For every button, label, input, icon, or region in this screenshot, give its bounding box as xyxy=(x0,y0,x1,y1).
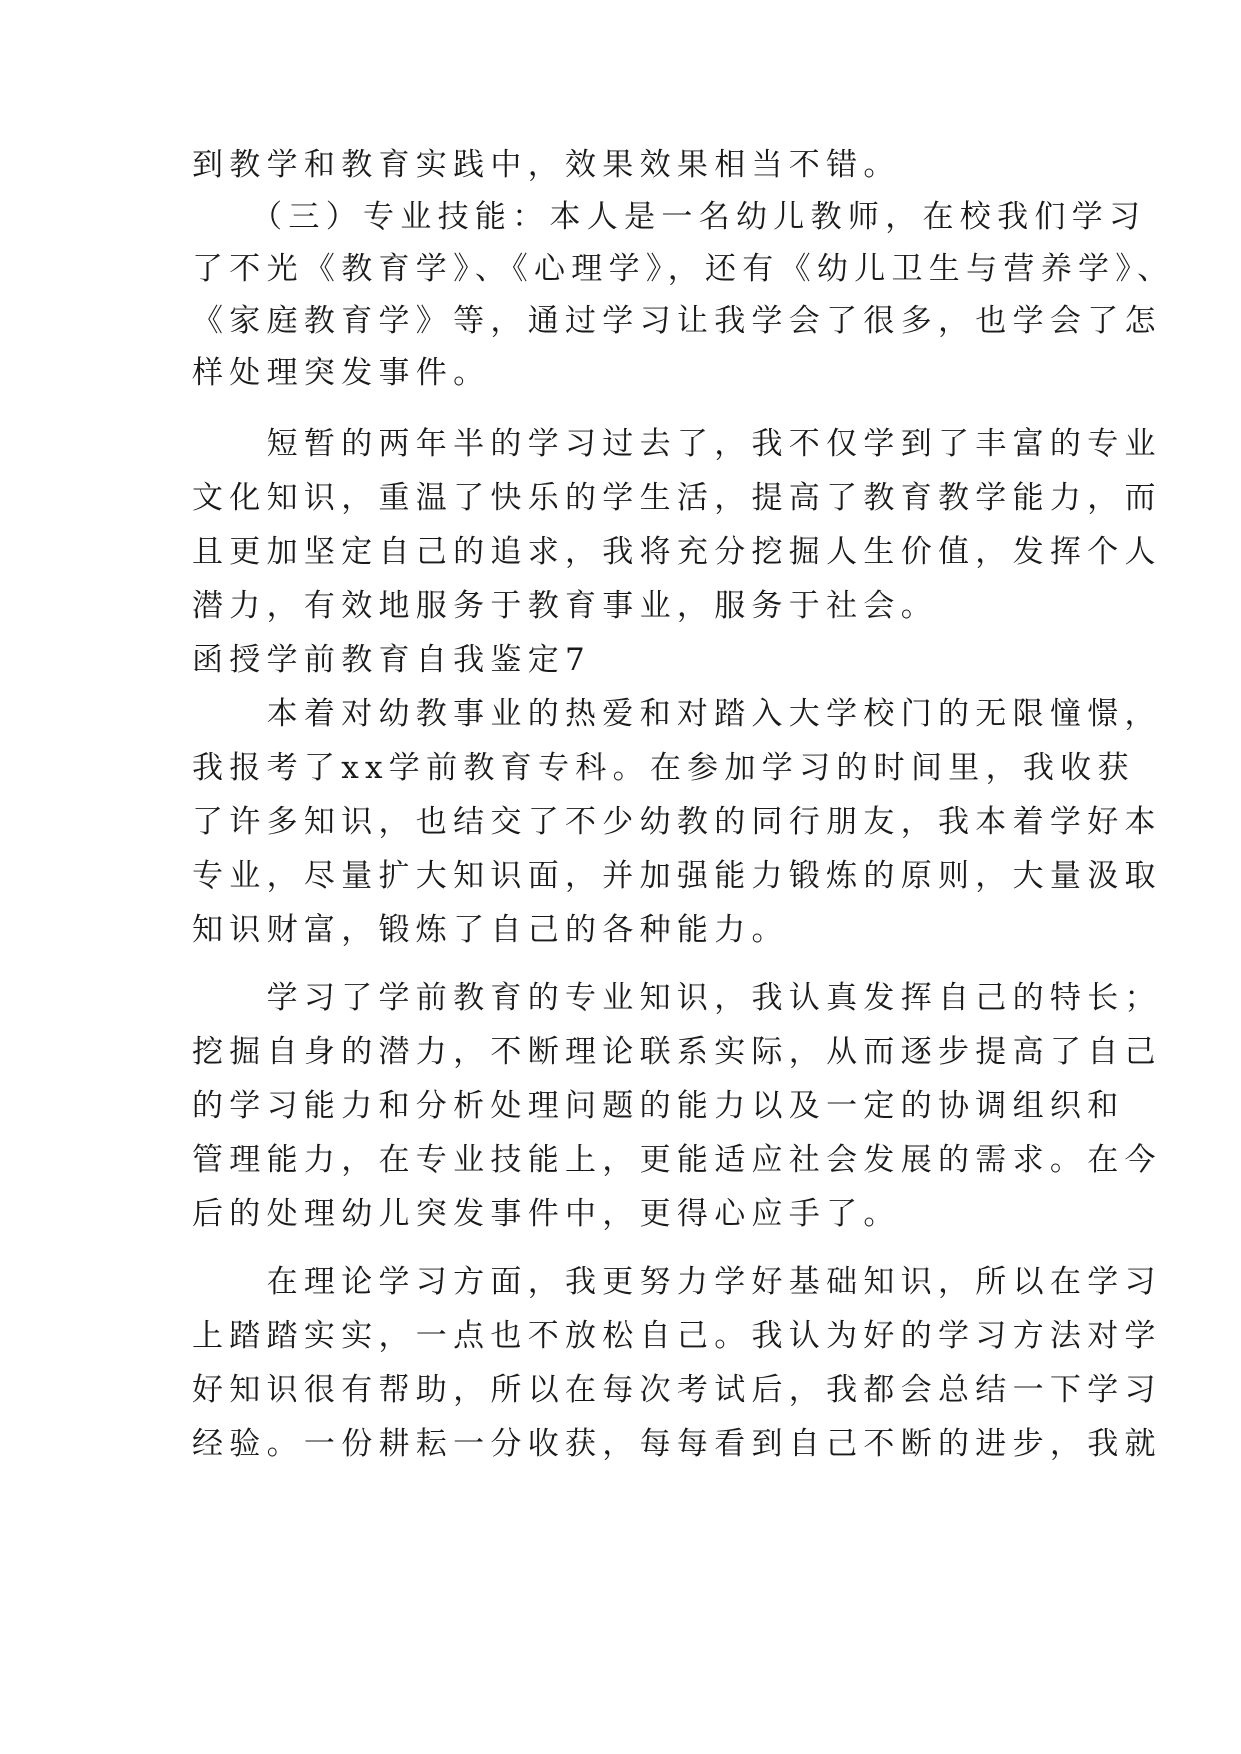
text-line: 了许多知识，也结交了不少幼教的同行朋友，我本着学好本 xyxy=(192,804,1162,840)
text-line: 样处理突发事件。 xyxy=(192,355,491,391)
text-line: 潜力，有效地服务于教育事业，服务于社会。 xyxy=(192,588,938,624)
text-line: 我报考了xx学前教育专科。在参加学习的时间里，我收获 xyxy=(192,750,1135,786)
text-line: 的学习能力和分析处理问题的能力以及一定的协调组织和 xyxy=(192,1088,1125,1124)
text-line: 上踏踏实实，一点也不放松自己。我认为好的学习方法对学 xyxy=(192,1318,1162,1354)
text-line: （三）专业技能：本人是一名幼儿教师，在校我们学习 xyxy=(192,199,1147,235)
section-heading: 函授学前教育自我鉴定7 xyxy=(192,642,592,678)
text-line: 短暂的两年半的学习过去了，我不仅学到了丰富的专业 xyxy=(192,426,1162,462)
text-line: 好知识很有帮助，所以在每次考试后，我都会总结一下学习 xyxy=(192,1372,1162,1408)
text-line: 经验。一份耕耘一分收获，每每看到自己不断的进步，我就 xyxy=(192,1426,1162,1462)
text-line: 挖掘自身的潜力，不断理论联系实际，从而逐步提高了自己 xyxy=(192,1034,1162,1070)
text-line: 在理论学习方面，我更努力学好基础知识，所以在学习 xyxy=(192,1264,1162,1300)
text-line: 到教学和教育实践中，效果效果相当不错。 xyxy=(192,147,901,183)
text-line: 《家庭教育学》等，通过学习让我学会了很多，也学会了怎 xyxy=(192,303,1162,339)
text-line: 专业，尽量扩大知识面，并加强能力锻炼的原则，大量汲取 xyxy=(192,858,1162,894)
text-line: 学习了学前教育的专业知识，我认真发挥自己的特长； xyxy=(192,980,1162,1016)
text-line: 且更加坚定自己的追求，我将充分挖掘人生价值，发挥个人 xyxy=(192,534,1162,570)
text-line: 管理能力，在专业技能上，更能适应社会发展的需求。在今 xyxy=(192,1142,1162,1178)
text-line: 文化知识，重温了快乐的学生活，提高了教育教学能力，而 xyxy=(192,480,1162,516)
text-line: 本着对幼教事业的热爱和对踏入大学校门的无限憧憬， xyxy=(192,696,1162,732)
text-line: 知识财富，锻炼了自己的各种能力。 xyxy=(192,912,789,948)
text-line: 了不光《教育学》、《心理学》，还有《幼儿卫生与营养学》、 xyxy=(192,251,1175,287)
text-line: 后的处理幼儿突发事件中，更得心应手了。 xyxy=(192,1196,901,1232)
